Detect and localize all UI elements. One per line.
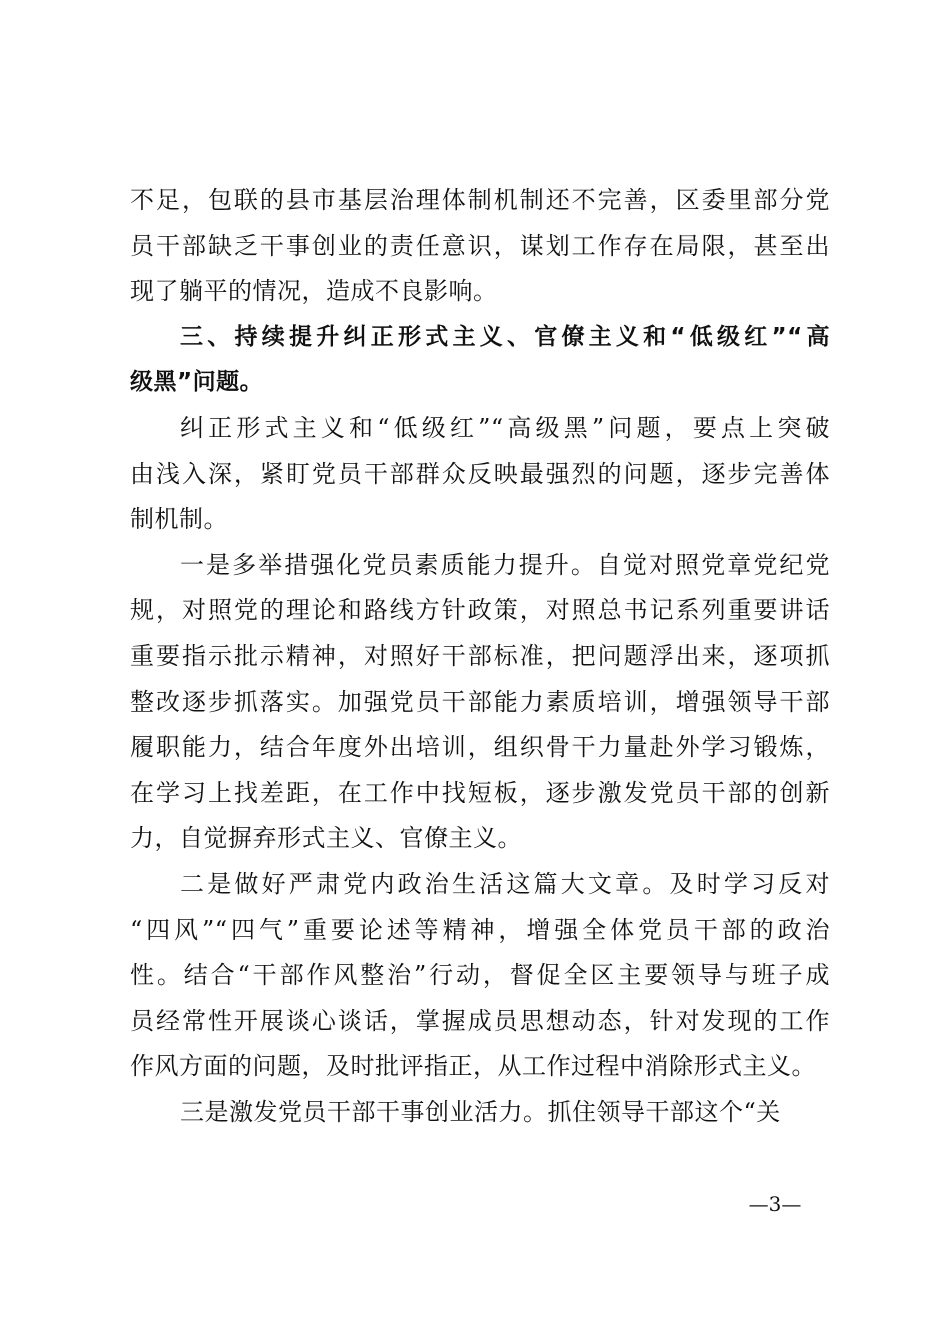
text-line: 员干部缺乏干事创业的责任意识，谋划工作存在局限，甚至出 bbox=[130, 231, 830, 260]
text-line: 一是多举措强化党员素质能力提升。自觉对照党章党纪党 bbox=[180, 550, 830, 579]
text-line: 整改逐步抓落实。加强党员干部能力素质培训，增强领导干部 bbox=[130, 687, 830, 716]
text-line: 不足，包联的县市基层治理体制机制还不完善，区委里部分党 bbox=[130, 186, 830, 214]
text-line: 履职能力，结合年度外出培训，组织骨干力量赴外学习锻炼， bbox=[130, 733, 830, 762]
page-number: —3— bbox=[748, 1192, 802, 1216]
text-line: 员经常性开展谈心谈话，掌握成员思想动态，针对发现的工作 bbox=[130, 1006, 830, 1035]
text-line: 三、持续提升纠正形式主义、官僚主义和“低级红”“高 bbox=[180, 323, 830, 350]
section-heading bbox=[130, 315, 830, 406]
text-line: 在学习上找差距，在工作中找短板，逐步激发党员干部的创新 bbox=[130, 778, 830, 807]
paragraph bbox=[130, 543, 830, 862]
text-line: 级黑”问题。 bbox=[130, 369, 264, 396]
text-line: 制机制。 bbox=[130, 505, 228, 534]
text-line: 由浅入深，紧盯党员干部群众反映最强烈的问题，逐步完善体 bbox=[130, 459, 830, 488]
paragraph bbox=[130, 178, 830, 315]
text-line: 二是做好严肃党内政治生活这篇大文章。及时学习反对 bbox=[180, 869, 830, 898]
text-line: 性。结合“干部作风整治”行动，督促全区主要领导与班子成 bbox=[130, 961, 830, 990]
text-line: 规，对照党的理论和路线方针政策，对照总书记系列重要讲话 bbox=[130, 596, 830, 625]
document-body bbox=[130, 178, 830, 1135]
text-line: 现了躺平的情况，造成不良影响。 bbox=[130, 277, 498, 306]
paragraph bbox=[130, 1090, 830, 1136]
text-line: 作风方面的问题，及时批评指正，从工作过程中消除形式主义。 bbox=[130, 1052, 816, 1081]
text-line: “四风”“四气”重要论述等精神，增强全体党员干部的政治 bbox=[130, 915, 830, 944]
paragraph bbox=[130, 862, 830, 1090]
text-line: 力，自觉摒弃形式主义、官僚主义。 bbox=[130, 824, 522, 853]
text-line: 纠正形式主义和“低级红”“高级黑”问题，要点上突破 bbox=[180, 413, 830, 442]
text-line: 重要指示批示精神，对照好干部标准，把问题浮出来，逐项抓 bbox=[130, 641, 830, 670]
text-line: 三是激发党员干部干事创业活力。抓住领导干部这个“关 bbox=[180, 1097, 781, 1126]
paragraph bbox=[130, 406, 830, 543]
